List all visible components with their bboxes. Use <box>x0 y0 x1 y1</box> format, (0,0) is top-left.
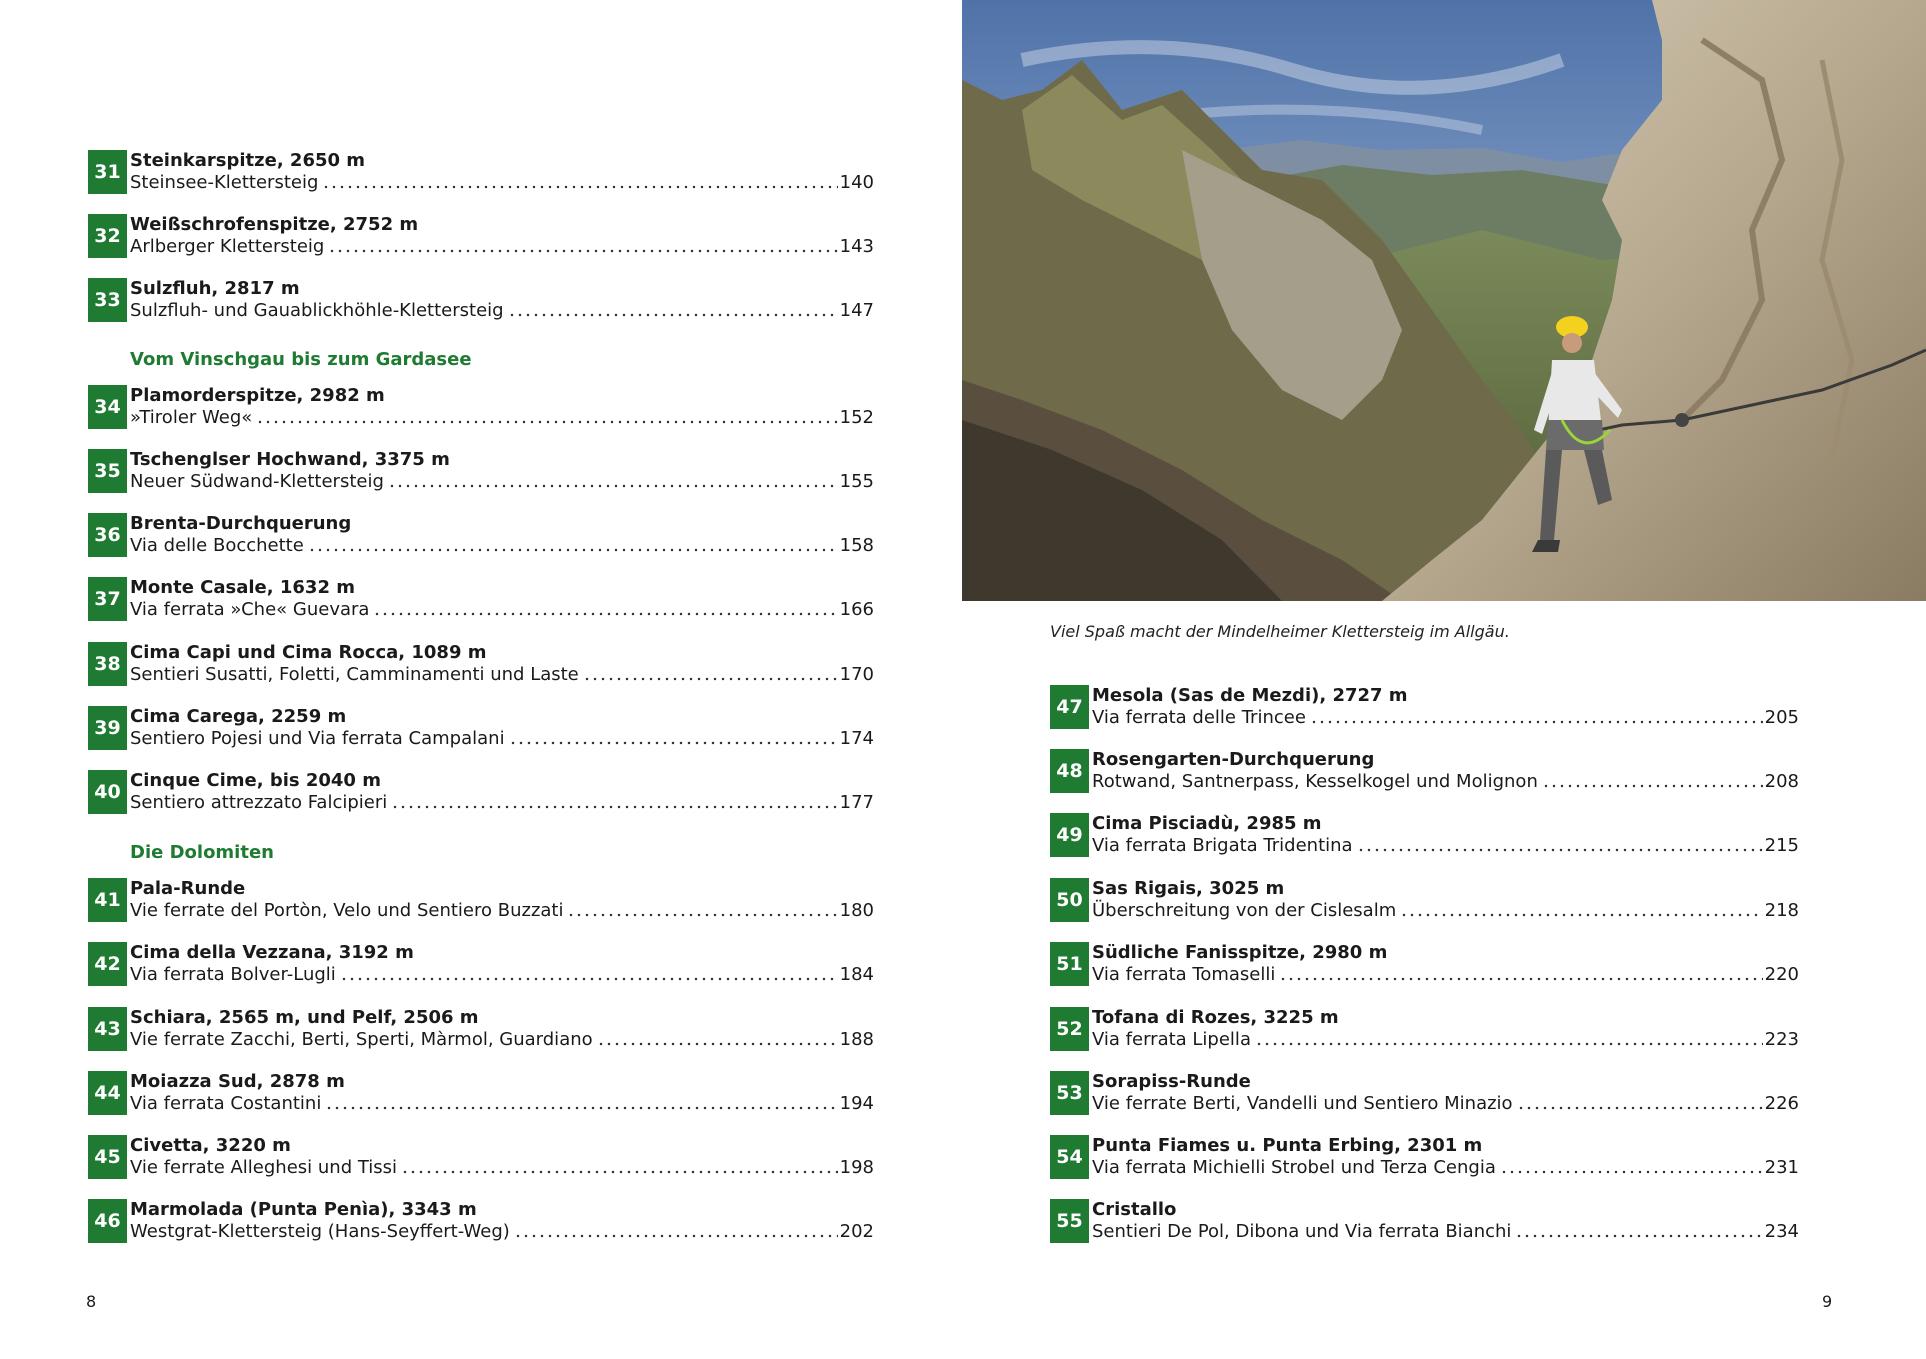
dot-leader <box>1515 1224 1762 1240</box>
entry-number: 43 <box>88 1007 127 1051</box>
dot-leader <box>373 602 837 618</box>
section-heading-dolomiten: Die Dolomiten <box>130 842 274 863</box>
entry-page-number: 194 <box>839 1093 874 1114</box>
entry-subtitle-row <box>1092 964 1799 986</box>
entry-subtitle: Rotwand, Santnerpass, Kesselkogel und Molignon <box>1092 771 1538 792</box>
entry-title: Weißschrofenspitze, 2752 m <box>130 214 419 235</box>
page-number-right: 9 <box>1822 1292 1833 1311</box>
entry-subtitle: Via ferrata delle Trincee <box>1092 707 1306 728</box>
entry-subtitle: Sentiero Pojesi und Via ferrata Campalani <box>130 728 505 749</box>
dot-leader <box>328 239 837 255</box>
toc-entry-37[interactable] <box>88 577 874 621</box>
photo-caption: Viel Spaß macht der Mindelheimer Klettersteig im Allgäu. <box>1050 622 1510 641</box>
entry-title: Pala-Runde <box>130 878 246 899</box>
entry-subtitle: Via ferrata Michielli Strobel und Terza Cengia <box>1092 1157 1496 1178</box>
entry-title: Moiazza Sud, 2878 m <box>130 1071 345 1092</box>
entry-subtitle-row <box>130 664 874 686</box>
dot-leader <box>514 1224 838 1240</box>
entry-subtitle: Sentieri Susatti, Foletti, Camminamenti und Laste <box>130 664 579 685</box>
entry-number: 51 <box>1050 942 1089 986</box>
entry-subtitle: Sulzfluh- und Gauablickhöhle-Klettersteig <box>130 300 504 321</box>
entry-page-number: 188 <box>839 1029 874 1050</box>
entry-subtitle: Sentiero attrezzato Falcipieri <box>130 792 388 813</box>
toc-entry-44[interactable] <box>88 1071 874 1115</box>
toc-entry-36[interactable] <box>88 513 874 557</box>
entry-number: 52 <box>1050 1007 1089 1051</box>
entry-number: 41 <box>88 878 127 922</box>
entry-number: 37 <box>88 577 127 621</box>
entry-subtitle: Neuer Südwand-Klettersteig <box>130 471 384 492</box>
entry-number: 33 <box>88 278 127 322</box>
entry-title: Punta Fiames u. Punta Erbing, 2301 m <box>1092 1135 1483 1156</box>
entry-number: 50 <box>1050 878 1089 922</box>
entry-number: 46 <box>88 1199 127 1243</box>
entry-subtitle-row <box>1092 1093 1799 1115</box>
left-page <box>0 0 960 1359</box>
entry-page-number: 220 <box>1764 964 1799 985</box>
entry-number: 32 <box>88 214 127 258</box>
entry-title: Cima della Vezzana, 3192 m <box>130 942 414 963</box>
toc-entry-45[interactable] <box>88 1135 874 1179</box>
entry-title: Mesola (Sas de Mezdi), 2727 m <box>1092 685 1408 706</box>
entry-title: Monte Casale, 1632 m <box>130 577 355 598</box>
toc-entry-46[interactable] <box>88 1199 874 1243</box>
entry-title: Sorapiss-Runde <box>1092 1071 1251 1092</box>
entry-number: 34 <box>88 385 127 429</box>
dot-leader <box>308 538 838 554</box>
entry-page-number: 152 <box>839 407 874 428</box>
entry-title: Tschenglser Hochwand, 3375 m <box>130 449 450 470</box>
entry-number: 39 <box>88 706 127 750</box>
dot-leader <box>322 175 837 191</box>
entry-title: Rosengarten-Durchquerung <box>1092 749 1375 770</box>
entry-subtitle: Vie ferrate Zacchi, Berti, Sperti, Màrmol, Guardiano <box>130 1029 593 1050</box>
entry-subtitle-row <box>130 172 874 194</box>
entry-title: Brenta-Durchquerung <box>130 513 352 534</box>
mountain-climber-photo <box>962 0 1926 601</box>
entry-subtitle-row <box>130 535 874 557</box>
dot-leader <box>325 1096 837 1112</box>
dot-leader <box>1500 1160 1763 1176</box>
entry-page-number: 147 <box>839 300 874 321</box>
toc-entry-48[interactable] <box>1050 749 1799 793</box>
dot-leader <box>1357 838 1763 854</box>
toc-entry-41[interactable] <box>88 878 874 922</box>
entry-number: 44 <box>88 1071 127 1115</box>
entry-subtitle-row <box>130 236 874 258</box>
entry-number: 42 <box>88 942 127 986</box>
entry-title: Marmolada (Punta Penìa), 3343 m <box>130 1199 477 1220</box>
entry-subtitle: Via delle Bocchette <box>130 535 304 556</box>
entry-number: 53 <box>1050 1071 1089 1115</box>
toc-entry-40[interactable] <box>88 770 874 814</box>
entry-title: Südliche Fanisspitze, 2980 m <box>1092 942 1388 963</box>
toc-entry-32[interactable] <box>88 214 874 258</box>
entry-page-number: 218 <box>1764 900 1799 921</box>
entry-page-number: 223 <box>1764 1029 1799 1050</box>
toc-entry-42[interactable] <box>88 942 874 986</box>
entry-page-number: 177 <box>839 792 874 813</box>
toc-entry-47[interactable] <box>1050 685 1799 729</box>
entry-subtitle: Via ferrata Costantini <box>130 1093 322 1114</box>
entry-subtitle: »Tiroler Weg« <box>130 407 253 428</box>
entry-page-number: 158 <box>839 535 874 556</box>
entry-number: 47 <box>1050 685 1089 729</box>
dot-leader <box>1310 710 1763 726</box>
dot-leader <box>1400 903 1762 919</box>
page-number-left: 8 <box>86 1292 97 1311</box>
toc-entry-35[interactable] <box>88 449 874 493</box>
dot-leader <box>340 967 838 983</box>
dot-leader <box>388 474 838 490</box>
entry-number: 40 <box>88 770 127 814</box>
entry-subtitle-row <box>130 1093 874 1115</box>
entry-subtitle: Vie ferrate Alleghesi und Tissi <box>130 1157 398 1178</box>
toc-entry-54[interactable] <box>1050 1135 1799 1179</box>
toc-entry-34[interactable] <box>88 385 874 429</box>
entry-title: Schiara, 2565 m, und Pelf, 2506 m <box>130 1007 479 1028</box>
dot-leader <box>508 303 838 319</box>
entry-subtitle: Via ferrata Lipella <box>1092 1029 1251 1050</box>
toc-entry-33[interactable] <box>88 278 874 322</box>
entry-title: Steinkarspitze, 2650 m <box>130 150 366 171</box>
entry-subtitle-row <box>130 964 874 986</box>
entry-number: 38 <box>88 642 127 686</box>
entry-number: 31 <box>88 150 127 194</box>
entry-subtitle-row <box>130 1029 874 1051</box>
entry-subtitle-row <box>130 599 874 621</box>
entry-title: Cristallo <box>1092 1199 1177 1220</box>
entry-title: Cima Capi und Cima Rocca, 1089 m <box>130 642 487 663</box>
entry-subtitle: Sentieri De Pol, Dibona und Via ferrata Bianchi <box>1092 1221 1512 1242</box>
entry-subtitle-row <box>1092 1157 1799 1179</box>
entry-title: Plamorderspitze, 2982 m <box>130 385 385 406</box>
entry-subtitle-row <box>1092 1221 1799 1243</box>
entry-number: 48 <box>1050 749 1089 793</box>
entry-subtitle-row <box>1092 707 1799 729</box>
entry-title: Sas Rigais, 3025 m <box>1092 878 1285 899</box>
dot-leader <box>256 410 837 426</box>
entry-page-number: 198 <box>839 1157 874 1178</box>
entry-number: 45 <box>88 1135 127 1179</box>
entry-subtitle: Überschreitung von der Cislesalm <box>1092 900 1397 921</box>
entry-subtitle: Via ferrata Brigata Tridentina <box>1092 835 1353 856</box>
toc-entry-31[interactable] <box>88 150 874 194</box>
entry-number: 36 <box>88 513 127 557</box>
entry-title: Cinque Cime, bis 2040 m <box>130 770 381 791</box>
dot-leader <box>1517 1096 1763 1112</box>
dot-leader <box>1255 1032 1763 1048</box>
entry-subtitle-row <box>1092 835 1799 857</box>
entry-subtitle-row <box>130 728 874 750</box>
entry-page-number: 226 <box>1764 1093 1799 1114</box>
entry-number: 35 <box>88 449 127 493</box>
entry-page-number: 231 <box>1764 1157 1799 1178</box>
entry-subtitle-row <box>130 407 874 429</box>
toc-entry-39[interactable] <box>88 706 874 750</box>
entry-page-number: 166 <box>839 599 874 620</box>
right-page <box>962 0 1926 1359</box>
entry-title: Civetta, 3220 m <box>130 1135 291 1156</box>
entry-page-number: 202 <box>839 1221 874 1242</box>
entry-subtitle-row <box>130 792 874 814</box>
entry-number: 55 <box>1050 1199 1089 1243</box>
entry-subtitle: Westgrat-Klettersteig (Hans-Seyffert-Weg) <box>130 1221 510 1242</box>
entry-title: Sulzfluh, 2817 m <box>130 278 300 299</box>
entry-subtitle: Vie ferrate Berti, Vandelli und Sentiero Minazio <box>1092 1093 1513 1114</box>
entry-subtitle-row <box>130 300 874 322</box>
dot-leader <box>509 731 838 747</box>
entry-subtitle-row <box>130 1157 874 1179</box>
toc-entry-51[interactable] <box>1050 942 1799 986</box>
dot-leader <box>597 1032 838 1048</box>
entry-subtitle: Via ferrata Tomaselli <box>1092 964 1276 985</box>
toc-entry-49[interactable] <box>1050 813 1799 857</box>
entry-subtitle: Via ferrata Bolver-Lugli <box>130 964 336 985</box>
entry-subtitle: Arlberger Klettersteig <box>130 236 325 257</box>
entry-page-number: 180 <box>839 900 874 921</box>
entry-subtitle-row <box>1092 771 1799 793</box>
entry-subtitle: Via ferrata »Che« Guevara <box>130 599 370 620</box>
dot-leader <box>567 903 837 919</box>
entry-page-number: 170 <box>839 664 874 685</box>
entry-title: Tofana di Rozes, 3225 m <box>1092 1007 1339 1028</box>
dot-leader <box>391 795 837 811</box>
toc-entry-50[interactable] <box>1050 878 1799 922</box>
entry-subtitle-row <box>130 471 874 493</box>
entry-subtitle-row <box>1092 900 1799 922</box>
entry-subtitle-row <box>1092 1029 1799 1051</box>
section-heading-vinschgau: Vom Vinschgau bis zum Gardasee <box>130 349 472 370</box>
entry-subtitle: Vie ferrate del Portòn, Velo und Sentiero Buzzati <box>130 900 564 921</box>
dot-leader <box>401 1160 838 1176</box>
entry-number: 49 <box>1050 813 1089 857</box>
dot-leader <box>1279 967 1762 983</box>
entry-page-number: 205 <box>1764 707 1799 728</box>
dot-leader <box>1542 774 1763 790</box>
entry-number: 54 <box>1050 1135 1089 1179</box>
entry-subtitle: Steinsee-Klettersteig <box>130 172 319 193</box>
entry-page-number: 208 <box>1764 771 1799 792</box>
entry-page-number: 140 <box>839 172 874 193</box>
entry-title: Cima Pisciadù, 2985 m <box>1092 813 1322 834</box>
entry-title: Cima Carega, 2259 m <box>130 706 347 727</box>
entry-page-number: 184 <box>839 964 874 985</box>
entry-page-number: 155 <box>839 471 874 492</box>
entry-page-number: 234 <box>1764 1221 1799 1242</box>
entry-subtitle-row <box>130 1221 874 1243</box>
toc-entry-52[interactable] <box>1050 1007 1799 1051</box>
entry-page-number: 174 <box>839 728 874 749</box>
toc-entry-55[interactable] <box>1050 1199 1799 1243</box>
toc-entry-38[interactable] <box>88 642 874 686</box>
toc-entry-53[interactable] <box>1050 1071 1799 1115</box>
dot-leader <box>583 667 838 683</box>
toc-entry-43[interactable] <box>88 1007 874 1051</box>
entry-page-number: 215 <box>1764 835 1799 856</box>
entry-subtitle-row <box>130 900 874 922</box>
entry-page-number: 143 <box>839 236 874 257</box>
